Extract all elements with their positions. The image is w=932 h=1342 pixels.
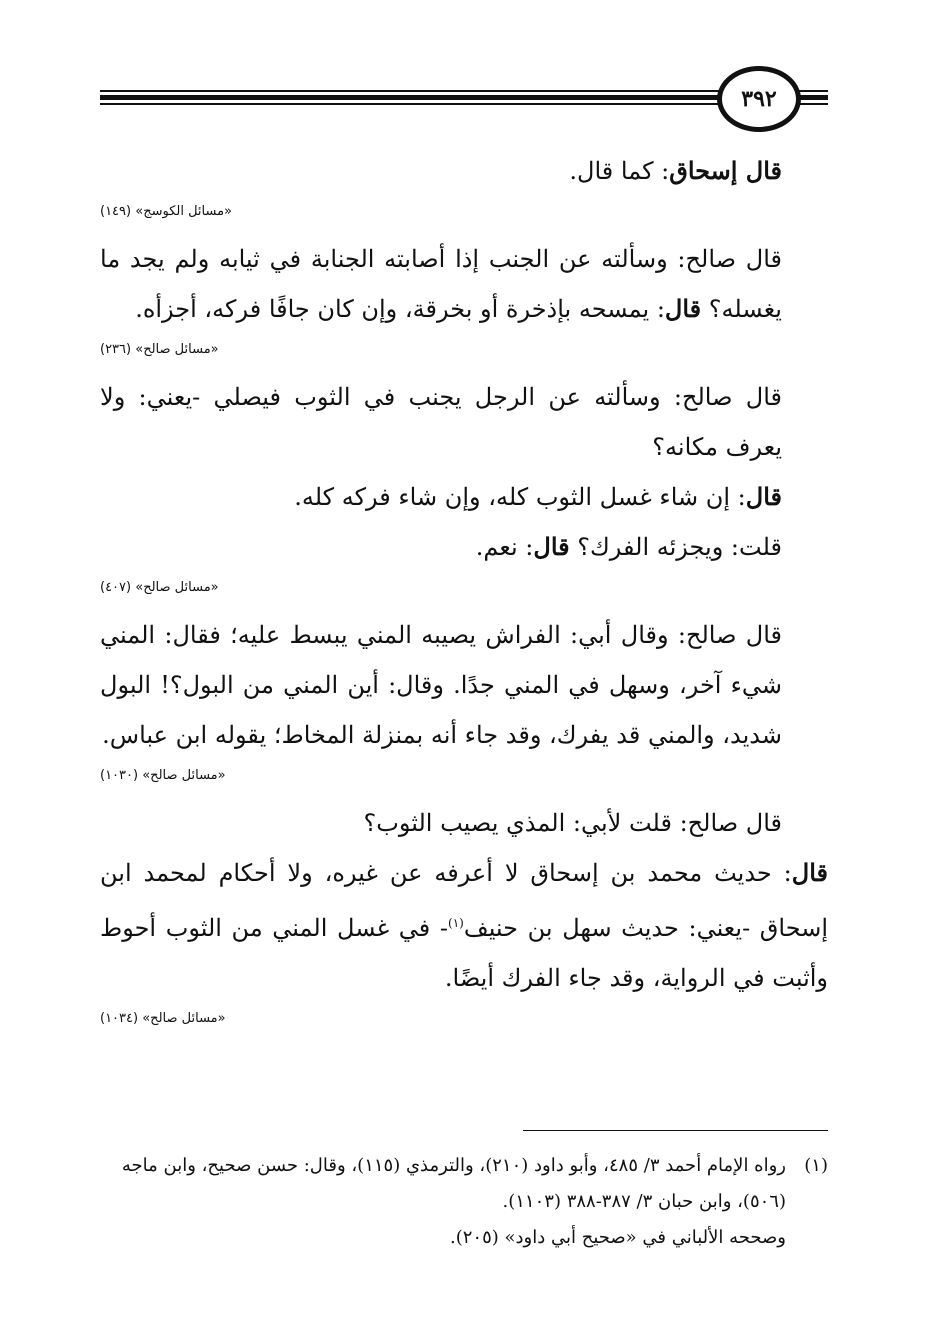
- paragraph: [100, 146, 828, 196]
- source-citation: «مسائل الكوسج» (١٤٩): [100, 204, 233, 219]
- paragraph: قال صالح: وقال أبي: الفراش يصيبه المني يبسط عليه؛ فقال: المني شيء آخر، وسهل في المني جدًا. وقال: أين المني من البول؟! البول شديد، والمني قد يفرك، وقد جاء أنه بمنزلة المخاط؛ يقوله ابن عباس.: [100, 621, 782, 749]
- footnote-rule: [523, 1130, 828, 1131]
- paragraph-text: : إن شاء غسل الثوب كله، وإن شاء فركه كله.: [294, 483, 746, 511]
- paragraph-text: : كما قال.: [569, 157, 670, 185]
- speaker-label: قال: [664, 294, 702, 323]
- paragraph-text: : نعم.: [475, 533, 534, 561]
- paragraph: قال صالح: قلت لأبي: المذي يصيب الثوب؟: [363, 809, 782, 837]
- footnote-continuation: وصححه الألباني في «صحيح أبي داود» (٢٠٥).: [450, 1227, 786, 1248]
- source-citation: «مسائل صالح» (٤٠٧): [100, 580, 219, 595]
- footnote-marker[interactable]: (١): [448, 916, 464, 930]
- paragraph-text: قال صالح: وسألته عن الجنب إذا أصابته الجنابة في ثيابه ولم يجد ما يغسله؟: [100, 245, 782, 323]
- speaker-label: قال: [745, 482, 782, 511]
- paragraph-text: : يمسحه بإذخرة أو بخرقة، وإن كان جافًا فركه، أجزأه.: [135, 295, 665, 323]
- paragraph-text: : حديث محمد بن إسحاق لا أعرفه عن غيره، ولا أحكام لمحمد ابن إسحاق -يعني: حديث سهل بن حنيف: [100, 859, 829, 942]
- paragraph-text: - في غسل المني من الثوب أحوط وأثبت في الرواية، وقد جاء الفرك أيضًا.: [100, 914, 828, 992]
- speaker-label: قال إسحاق: [669, 156, 782, 185]
- paragraph-text: قلت: ويجزئه الفرك؟: [569, 533, 782, 561]
- footnote-text: رواه الإمام أحمد ٣/ ٤٨٥، وأبو داود (٢١٠)، والترمذي (١١٥)، وقال: حسن صحيح، وابن ماجه (٥٠٦)، وابن حبان ٣/ ٣٨٧-٣٨٨ (١١٠٣).: [121, 1155, 786, 1212]
- paragraph: [100, 472, 828, 522]
- paragraph-text: قال صالح: وسألته عن الرجل يجنب في الثوب فيصلي -يعني: ولا يعرف مكانه؟: [100, 383, 782, 461]
- speaker-label: قال: [533, 532, 570, 561]
- paragraph: [100, 848, 828, 1003]
- page-number: ٣٩٢: [717, 66, 801, 132]
- footnote: [100, 1148, 828, 1220]
- speaker-label: قال: [791, 858, 828, 887]
- footnote-number: (١): [804, 1155, 828, 1176]
- source-citation: «مسائل صالح» (١٠٣٤): [100, 1011, 226, 1026]
- main-text: [100, 146, 828, 1041]
- paragraph: [100, 372, 828, 472]
- paragraph: [100, 234, 828, 334]
- paragraph: [100, 522, 828, 572]
- footnotes: [100, 1148, 828, 1256]
- source-citation: «مسائل صالح» (١٠٣٠): [100, 768, 226, 783]
- source-citation: «مسائل صالح» (٢٣٦): [100, 342, 219, 357]
